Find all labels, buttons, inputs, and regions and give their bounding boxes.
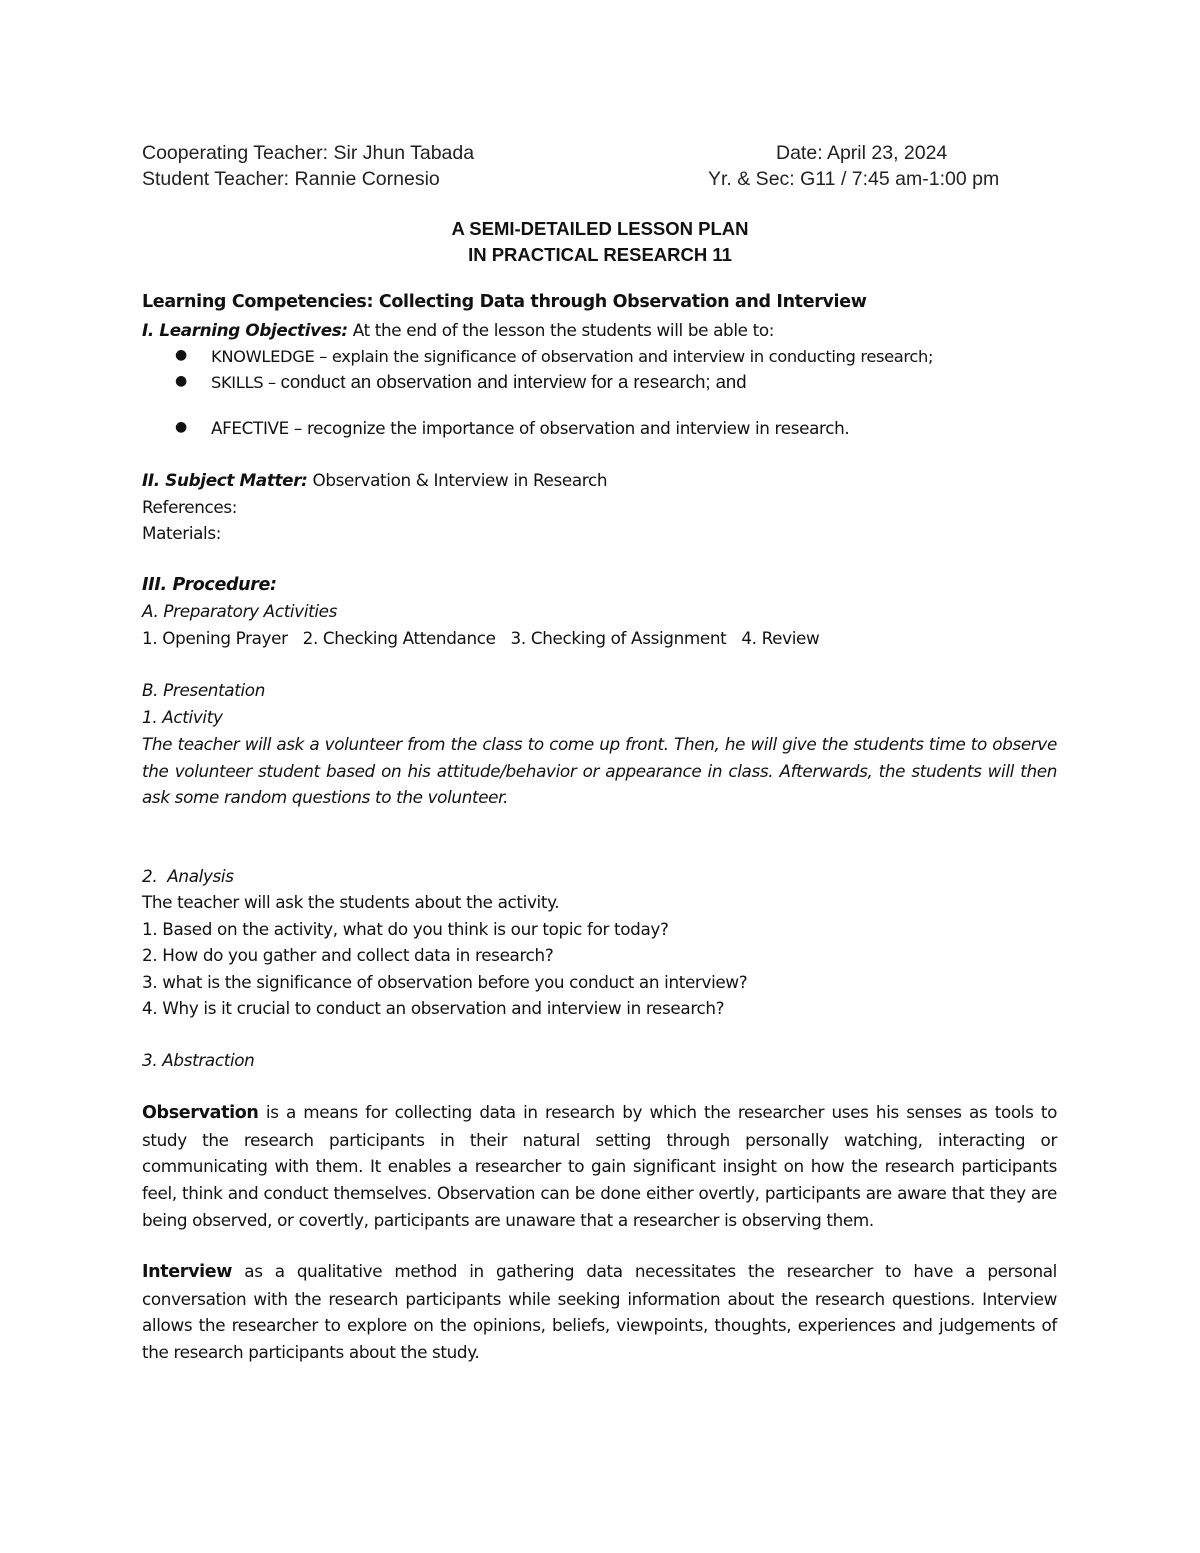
header-row-2 [142, 168, 1042, 191]
student-teacher: Student Teacher: Rannie Cornesio [142, 168, 440, 190]
skills-text: conduct an observation and interview for a research; and [280, 371, 747, 392]
header-row-1 [142, 142, 1042, 165]
interview-term: Interview [142, 1262, 233, 1282]
analysis-label: 2. Analysis [142, 866, 234, 886]
subject-matter-heading: II. Subject Matter: [142, 470, 308, 490]
objectives-heading: I. Learning Objectives: [142, 320, 348, 340]
analysis-question: 3. what is the significance of observation before you conduct an interview? [142, 972, 748, 992]
bullet-icon: ● [175, 347, 188, 363]
materials-label: Materials: [142, 523, 222, 543]
bullet-icon: ● [175, 419, 188, 435]
cooperating-teacher: Cooperating Teacher: Sir Jhun Tabada [142, 142, 475, 164]
references-label: References: [142, 497, 238, 517]
observation-definition: is a means for collecting data in research by which the researcher uses his senses as tools to study the research participants in their natural setting through personally watching, interacting or communicating with them. It enables a researcher to gain significant insight on how the research participants feel, think and conduct themselves. Observation can be done either overtly, participants are aware that they are being observed, or covertly, participants are unaware that a researcher is observing them. [142, 1102, 1057, 1230]
subject-matter-line [142, 470, 607, 490]
preparatory-steps: 1. Opening Prayer 2. Checking Attendance 3. Checking of Assignment 4. Review [142, 628, 820, 648]
interview-paragraph [142, 1258, 1057, 1366]
observation-term: Observation [142, 1103, 259, 1123]
learning-competencies: Learning Competencies: Collecting Data through Observation and Interview [142, 292, 867, 312]
subject-matter-value: Observation & Interview in Research [307, 470, 608, 490]
interview-definition: as a qualitative method in gathering data necessitates the researcher to have a personal conversation with the research participants while seeking information about the research questions. Interview allows the researcher to explore on the opinions, beliefs, viewpoints, thoughts, experiences and judgements of the research participants about the study. [142, 1261, 1057, 1363]
objective-affective: AFECTIVE – recognize the importance of observation and interview in research. [211, 418, 850, 438]
objective-skills [211, 371, 747, 393]
observation-paragraph [142, 1099, 1057, 1234]
analysis-intro: The teacher will ask the students about the activity. [142, 892, 560, 912]
analysis-question: 2. How do you gather and collect data in research? [142, 945, 554, 965]
analysis-question: 4. Why is it crucial to conduct an observation and interview in research? [142, 998, 725, 1018]
objective-knowledge: KNOWLEDGE – explain the significance of observation and interview in conducting research; [211, 347, 934, 366]
objectives-line [142, 320, 774, 340]
abstraction-label: 3. Abstraction [142, 1050, 255, 1070]
analysis-question: 1. Based on the activity, what do you think is our topic for today? [142, 919, 669, 939]
lesson-date: Date: April 23, 2024 [776, 142, 948, 164]
document-title-line-2: IN PRACTICAL RESEARCH 11 [468, 244, 732, 265]
preparatory-activities-label: A. Preparatory Activities [142, 601, 338, 621]
skills-label: SKILLS – [211, 373, 281, 392]
document-title-line-1: A SEMI-DETAILED LESSON PLAN [451, 218, 749, 239]
activity-label: 1. Activity [142, 707, 223, 727]
presentation-label: B. Presentation [142, 680, 265, 700]
objectives-intro: At the end of the lesson the students will be able to: [347, 320, 775, 340]
procedure-heading: III. Procedure: [142, 575, 277, 595]
year-section: Yr. & Sec: G11 / 7:45 am-1:00 pm [708, 168, 1000, 190]
activity-description: The teacher will ask a volunteer from the class to come up front. Then, he will give the students time to observe the volunteer student based on his attitude/behavior or appearance in class. Afterwards, the students will then ask some random questions to the volunteer. [142, 734, 1057, 808]
bullet-icon: ● [175, 373, 188, 389]
